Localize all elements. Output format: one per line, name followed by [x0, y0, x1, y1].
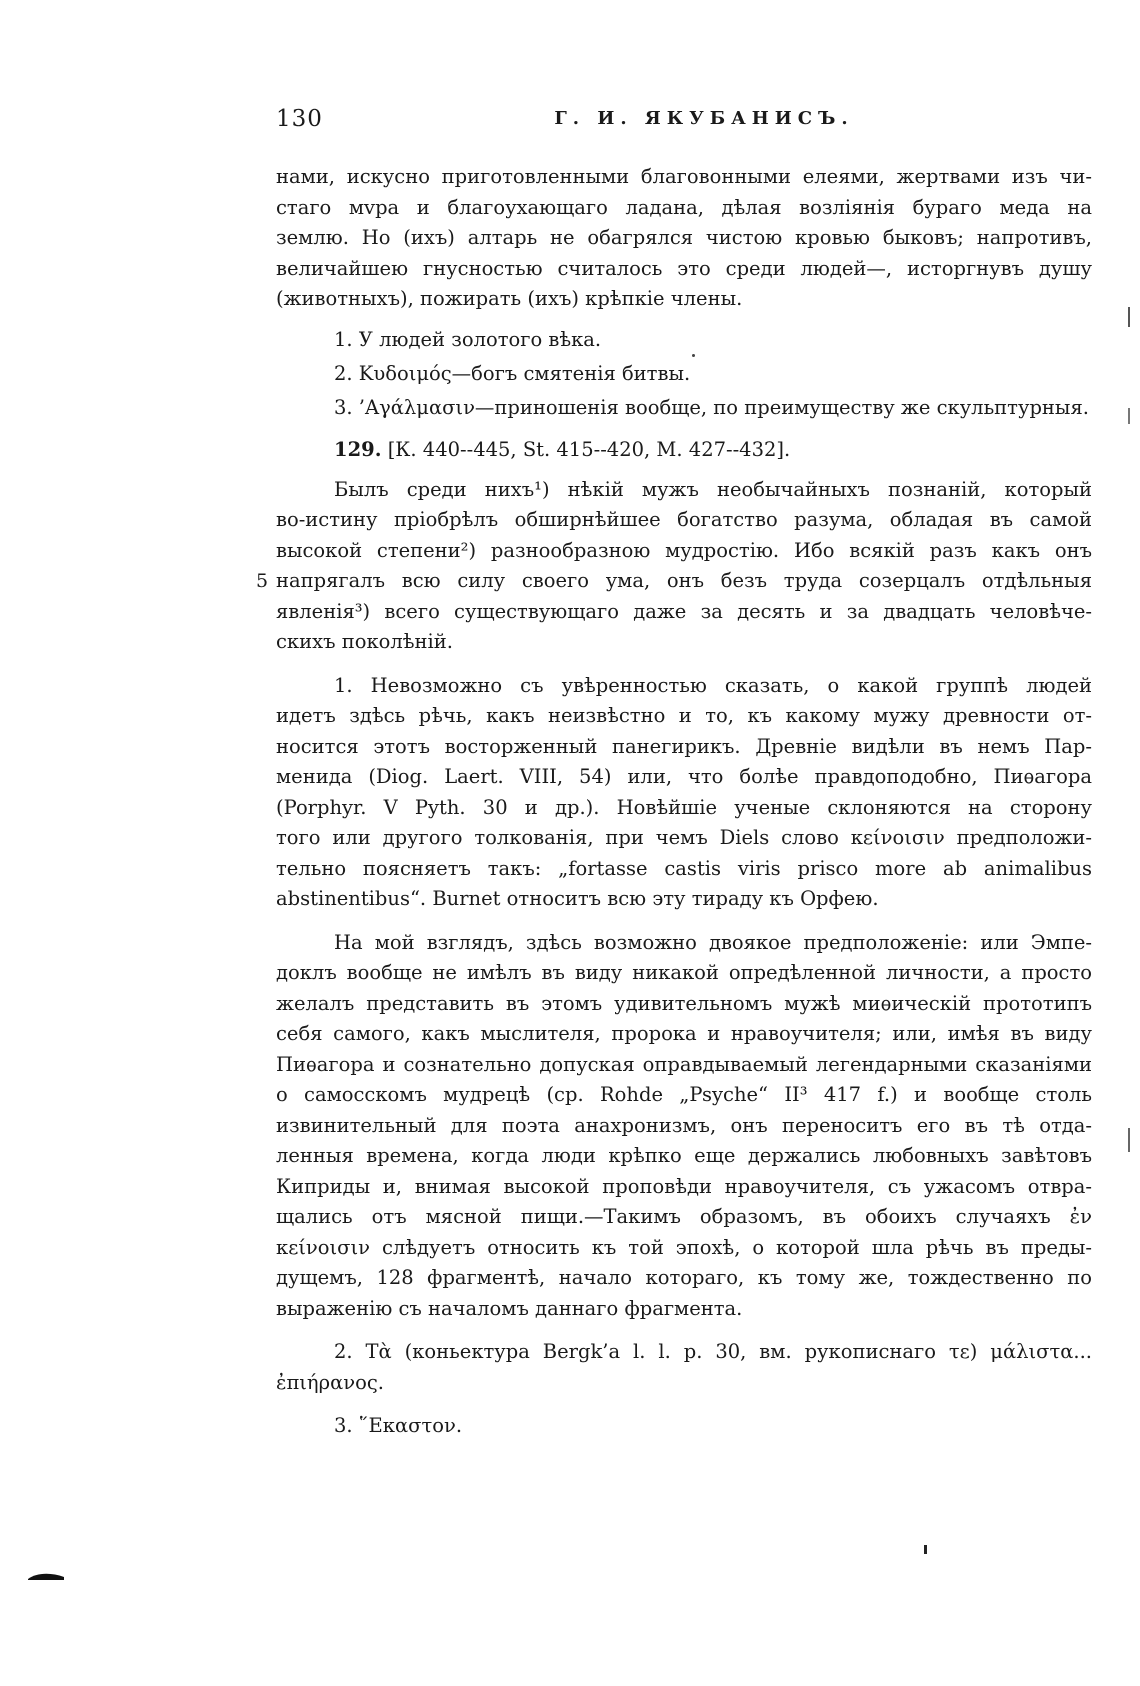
- text-line: 1. Невозможно съ увѣренностью сказать, о какой группѣ людей: [334, 673, 1092, 697]
- text-line: щались отъ мясной пищи.—Такимъ образомъ, въ обоихъ случаяхъ ἐν: [276, 1205, 1092, 1228]
- scan-edge-mark: [1128, 307, 1130, 327]
- text-line: скихъ поколѣній.: [276, 630, 453, 653]
- footnotes-fragment-128: [276, 323, 1092, 425]
- text-line: желалъ представить въ этомъ удивительномъ мужѣ миѳическій прототипъ: [276, 991, 1092, 1015]
- commentary-note-3: [276, 1411, 1092, 1442]
- text-line: явленія³) всего существующаго даже за десять и за двадцать человѣче-: [276, 599, 1092, 623]
- text-line: стаго мvра и благоухающаго ладана, дѣлая возліянія бураго меда на: [276, 195, 1092, 219]
- text-line: ленныя времена, когда люди крѣпко еще держались любовныхъ завѣтовъ: [276, 1144, 1092, 1167]
- text-line: дущемъ, 128 фрагментѣ, начало котораго, къ тому же, тождественно по: [276, 1266, 1092, 1289]
- text-line: землю. Но (ихъ) алтарь не обагрялся чистою кровью быковъ; напротивъ,: [276, 226, 1092, 249]
- text-line: носится этотъ восторженный панегирикъ. Древніе видѣли въ немъ Пар-: [276, 734, 1092, 758]
- footnote-1: 1. У людей золотого вѣка.: [334, 327, 602, 351]
- running-head: Г. И. ЯКУБАНИСЪ.: [554, 108, 854, 129]
- fragment-references: [К. 440--445, St. 415--420, М. 427--432].: [387, 437, 791, 461]
- text-line: abstinentibus“. Burnet относитъ всю эту тираду къ Орфею.: [276, 887, 879, 910]
- text-line: величайшею гнусностью считалось это среди людей—, исторгнувъ душу: [276, 256, 1092, 280]
- intro-paragraph: [276, 162, 1092, 315]
- scan-edge-mark: [1128, 1128, 1130, 1152]
- fragment-129-text: [256, 475, 1092, 658]
- text-line: Пиѳагора и сознательно допуская оправдываемый легендарными сказаніями: [276, 1052, 1092, 1076]
- page-header: [276, 106, 1092, 146]
- text-line: 2. Τὰ (коньектура Bergk’a l. l. p. 30, вм. рукописнаго τε) μάλιστα...: [334, 1340, 1092, 1363]
- text-line: о самосскомъ мудрецѣ (ср. Rohde „Psyche“ II³ 417 f.) и вообще столь: [276, 1083, 1092, 1106]
- text-line: нами, искусно приготовленными благовонными елеями, жертвами изъ чи-: [276, 165, 1092, 188]
- scan-speck: [924, 1545, 927, 1554]
- text-line: κείνοισιν слѣдуетъ относить къ той эпохѣ, о которой шла рѣчь въ преды-: [276, 1235, 1092, 1259]
- text-line: ἐπιήρανος.: [276, 1370, 384, 1394]
- page-number: 130: [276, 106, 323, 132]
- text-line: 3. ῞Εκαστον.: [334, 1414, 463, 1437]
- commentary-note-2: [276, 1337, 1092, 1398]
- scan-speck: [692, 354, 695, 357]
- text-line-5: 5 напрягалъ всю силу своего ума, онъ безъ труда созерцалъ отдѣльныя: [276, 566, 1092, 597]
- footnote-3: 3. ’Αγάλμασιν—приношенія вообще, по преимуществу же скульптурныя.: [334, 395, 1089, 419]
- scan-edge-mark: [1128, 408, 1130, 424]
- text-line: извинительный для поэта анахронизмъ, онъ переноситъ его въ тѣ отда-: [276, 1113, 1092, 1137]
- verse-line-number: 5: [256, 570, 269, 592]
- text-line: менида (Diog. Laert. VIII, 54) или, что болѣе правдоподобно, Пиѳагора: [276, 765, 1092, 788]
- text-line: во-истину пріобрѣлъ обширнѣйшее богатство разума, обладая въ самой: [276, 508, 1092, 531]
- text-line: Киприды и, внимая высокой проповѣди нравоучителя, съ ужасомъ отвра-: [276, 1174, 1092, 1198]
- page-body: [256, 162, 1092, 1442]
- fragment-heading: [276, 433, 1092, 467]
- scan-edge-blot: [28, 1572, 64, 1580]
- text-line: выраженію съ началомъ даннаго фрагмента.: [276, 1296, 743, 1320]
- text-line: высокой степени²) разнообразною мудростію. Ибо всякій разъ какъ онъ: [276, 538, 1092, 562]
- text-line: доклъ вообще не имѣлъ въ виду никакой опредѣленной личности, а просто: [276, 961, 1092, 984]
- commentary-2: [276, 928, 1092, 1325]
- text-line: (животныхъ), пожирать (ихъ) крѣпкіе члены.: [276, 287, 743, 310]
- text-line: Былъ среди нихъ¹) нѣкій мужъ необычайныхъ познаній, который: [334, 477, 1092, 501]
- text-line: На мой взглядъ, здѣсь возможно двоякое предположеніе: или Эмпе-: [334, 930, 1092, 954]
- footnote-2: 2. Κυδοιμός—богъ смятенія битвы.: [334, 361, 691, 385]
- text-line: себя самого, какъ мыслителя, пророка и нравоучителя; или, имѣя въ виду: [276, 1022, 1092, 1045]
- text-line: идетъ здѣсь рѣчь, какъ неизвѣстно и то, къ какому мужу древности от-: [276, 704, 1092, 727]
- commentary-1: [276, 671, 1092, 915]
- text-line: тельно поясняетъ такъ: „fortasse castis viris prisco more ab animalibus: [276, 856, 1092, 880]
- text-line: того или другого толкованія, при чемъ Diels слово κείνοισιν предположи-: [276, 826, 1092, 849]
- text-line: (Porphyr. V Pyth. 30 и др.). Новѣйшіе ученые склоняются на сторону: [276, 795, 1092, 819]
- fragment-number: 129.: [334, 437, 382, 461]
